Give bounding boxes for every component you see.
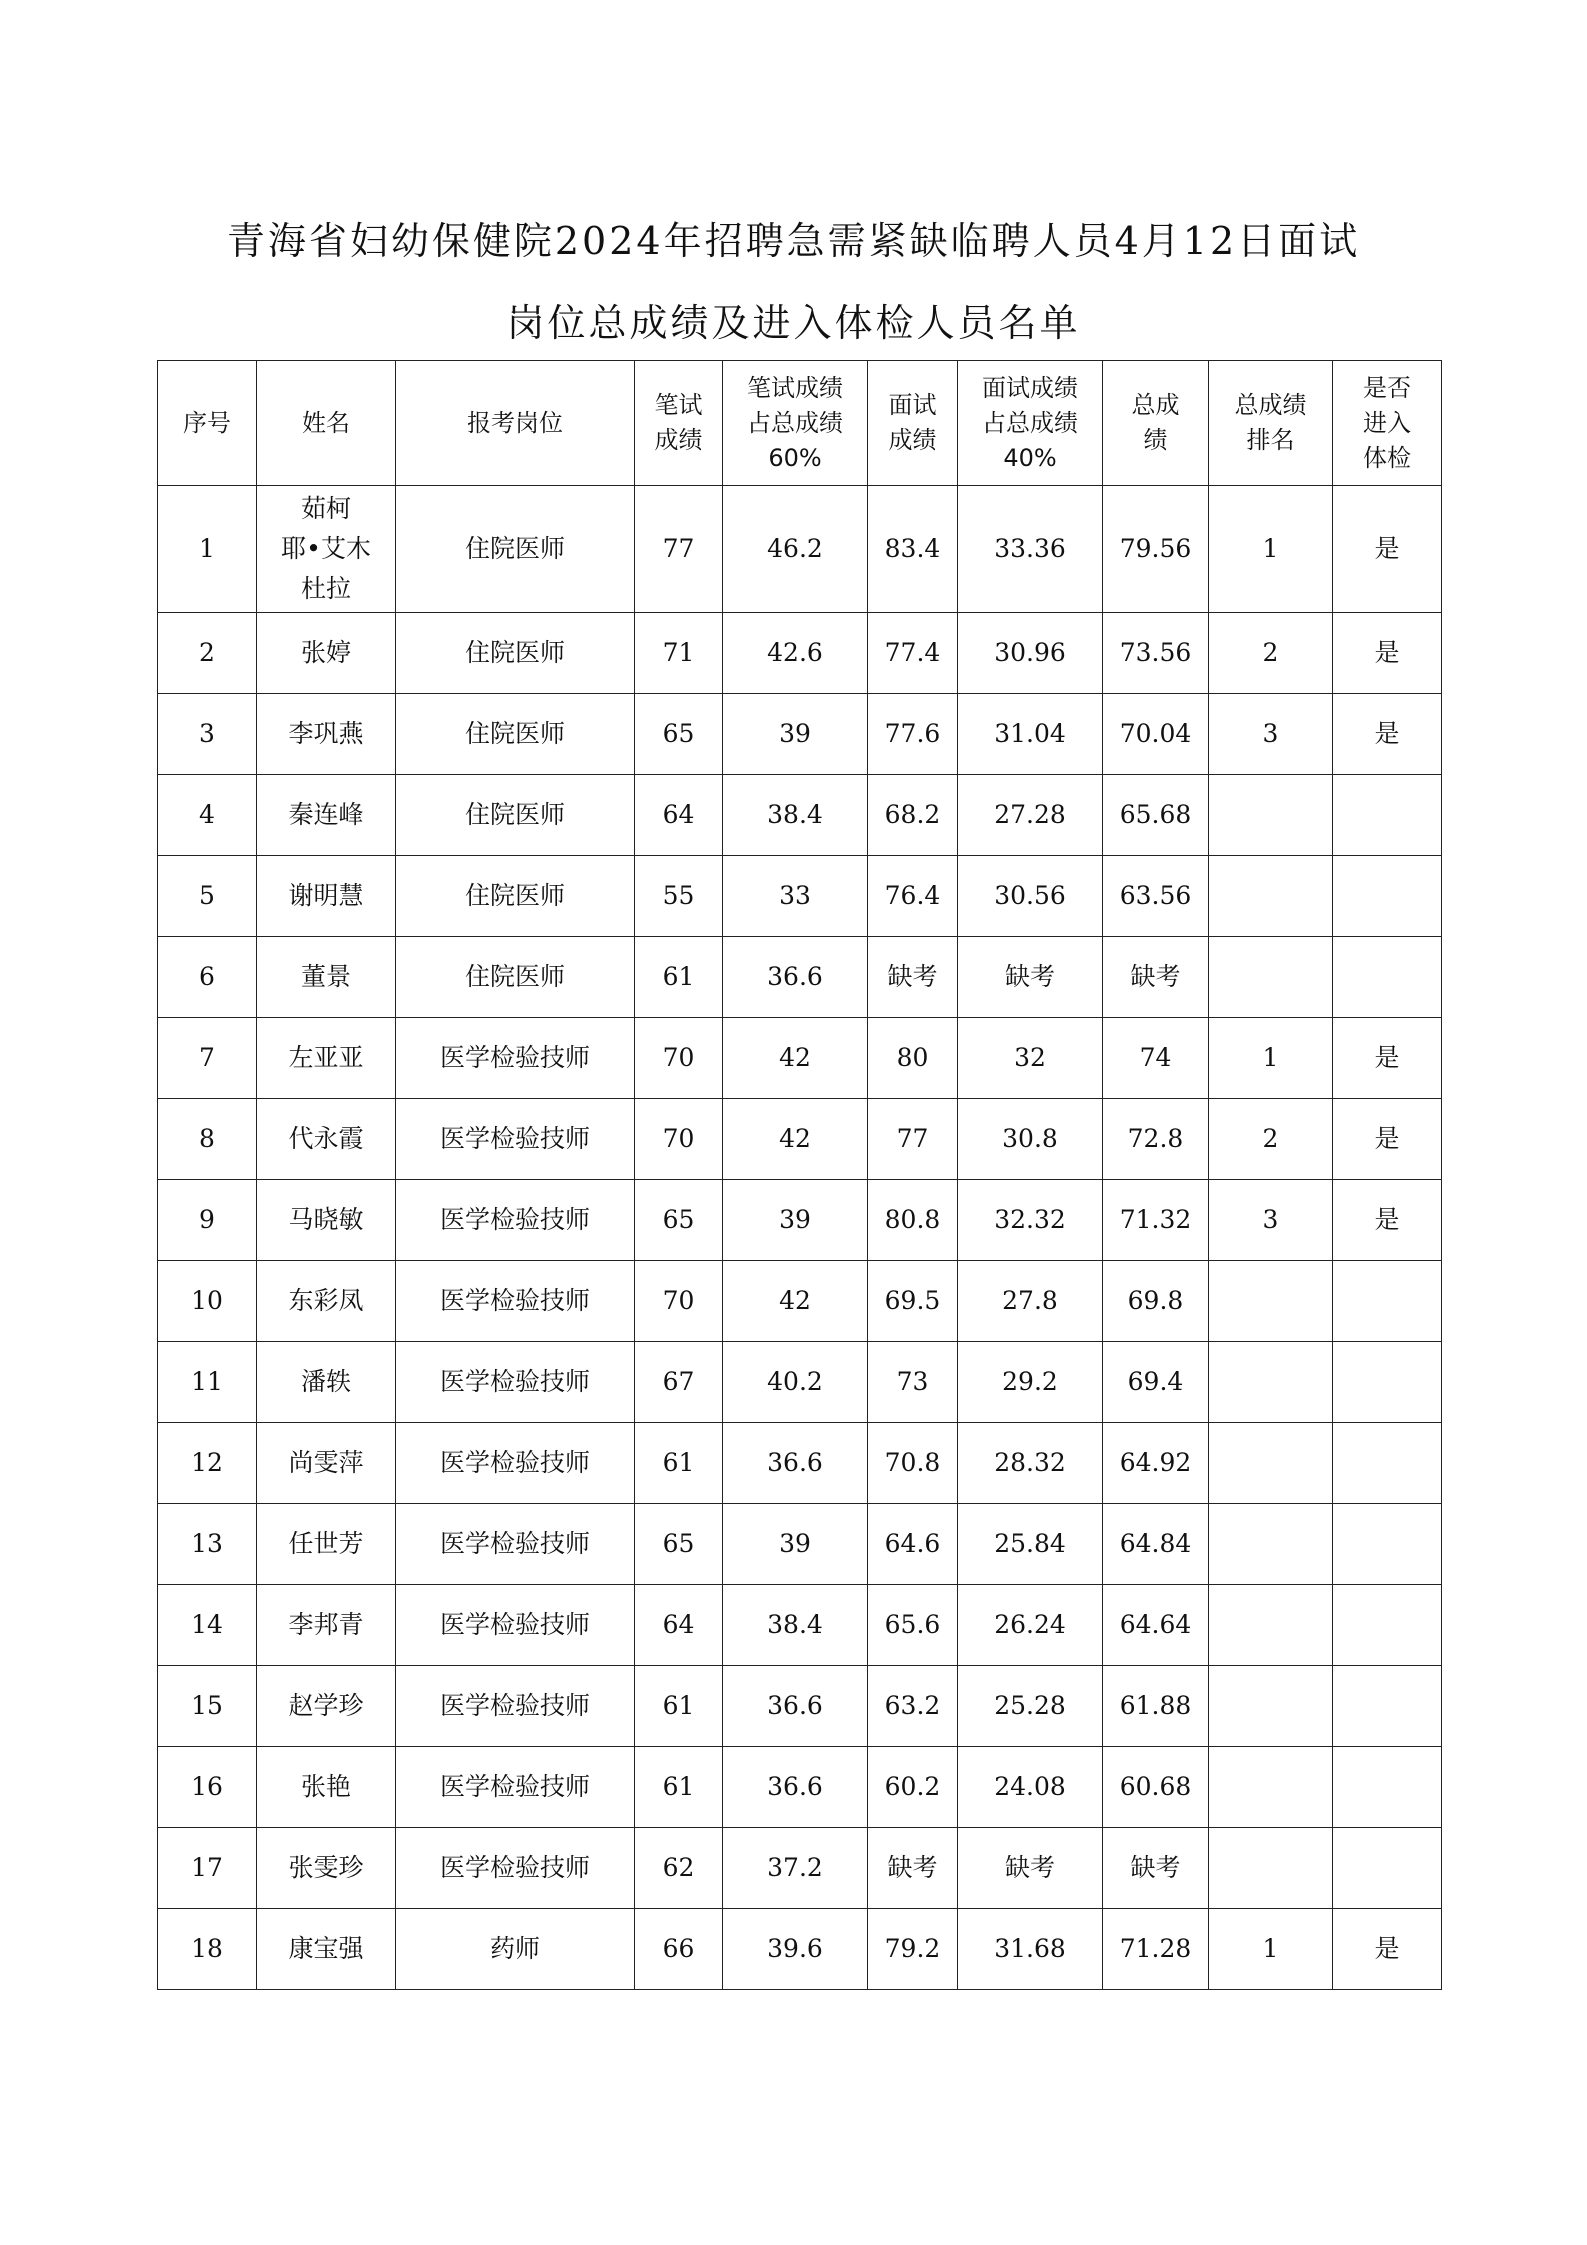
cell-post: 住院医师 (396, 613, 635, 694)
cell-written: 70 (635, 1099, 723, 1180)
cell-exam (1333, 1828, 1442, 1909)
cell-post: 医学检验技师 (396, 1261, 635, 1342)
cell-total: 72.8 (1103, 1099, 1209, 1180)
cell-interview-pct: 缺考 (958, 937, 1103, 1018)
cell-written: 65 (635, 694, 723, 775)
cell-name: 董景 (257, 937, 396, 1018)
cell-post: 医学检验技师 (396, 1423, 635, 1504)
cell-rank (1209, 856, 1333, 937)
cell-name: 康宝强 (257, 1909, 396, 1990)
table-row (158, 1504, 1442, 1585)
cell-no: 5 (158, 856, 257, 937)
cell-post: 医学检验技师 (396, 1099, 635, 1180)
cell-total: 63.56 (1103, 856, 1209, 937)
table-row (158, 1666, 1442, 1747)
cell-no: 11 (158, 1342, 257, 1423)
cell-exam (1333, 1342, 1442, 1423)
cell-total: 64.64 (1103, 1585, 1209, 1666)
cell-no: 9 (158, 1180, 257, 1261)
cell-name: 张艳 (257, 1747, 396, 1828)
table-row (158, 1423, 1442, 1504)
cell-exam: 是 (1333, 613, 1442, 694)
cell-post: 医学检验技师 (396, 1585, 635, 1666)
table-row (158, 775, 1442, 856)
cell-written: 62 (635, 1828, 723, 1909)
cell-interview-pct: 30.8 (958, 1099, 1103, 1180)
cell-written: 70 (635, 1261, 723, 1342)
cell-name: 左亚亚 (257, 1018, 396, 1099)
cell-name: 潘轶 (257, 1342, 396, 1423)
header-cell-written: 笔试 成绩 (635, 361, 723, 486)
table-row (158, 1585, 1442, 1666)
cell-written-pct: 42 (723, 1018, 868, 1099)
cell-written: 77 (635, 486, 723, 613)
cell-interview-pct: 26.24 (958, 1585, 1103, 1666)
results-table (157, 360, 1442, 1990)
cell-rank: 2 (1209, 613, 1333, 694)
cell-interview: 73 (868, 1342, 958, 1423)
cell-interview: 83.4 (868, 486, 958, 613)
cell-written-pct: 42 (723, 1261, 868, 1342)
cell-written-pct: 36.6 (723, 1666, 868, 1747)
cell-no: 16 (158, 1747, 257, 1828)
cell-interview-pct: 32 (958, 1018, 1103, 1099)
cell-written-pct: 36.6 (723, 937, 868, 1018)
header-cell-interview-pct: 面试成绩 占总成绩 40% (958, 361, 1103, 486)
cell-no: 18 (158, 1909, 257, 1990)
header-cell-rank: 总成绩 排名 (1209, 361, 1333, 486)
cell-post: 医学检验技师 (396, 1504, 635, 1585)
cell-exam (1333, 1666, 1442, 1747)
header-cell-no: 序号 (158, 361, 257, 486)
cell-no: 6 (158, 937, 257, 1018)
cell-rank (1209, 775, 1333, 856)
cell-interview: 64.6 (868, 1504, 958, 1585)
table-row (158, 937, 1442, 1018)
cell-post: 医学检验技师 (396, 1342, 635, 1423)
cell-interview: 80 (868, 1018, 958, 1099)
cell-rank: 3 (1209, 1180, 1333, 1261)
cell-interview: 70.8 (868, 1423, 958, 1504)
cell-written-pct: 40.2 (723, 1342, 868, 1423)
page-title-line-1: 青海省妇幼保健院2024年招聘急需紧缺临聘人员4月12日面试 (226, 219, 1361, 263)
cell-interview: 80.8 (868, 1180, 958, 1261)
cell-interview-pct: 31.68 (958, 1909, 1103, 1990)
cell-name: 任世芳 (257, 1504, 396, 1585)
cell-name: 茹柯 耶•艾木 杜拉 (257, 486, 396, 613)
cell-written: 66 (635, 1909, 723, 1990)
cell-rank: 3 (1209, 694, 1333, 775)
cell-rank (1209, 1585, 1333, 1666)
cell-name: 赵学珍 (257, 1666, 396, 1747)
cell-no: 2 (158, 613, 257, 694)
table-row (158, 1747, 1442, 1828)
cell-written: 71 (635, 613, 723, 694)
table-row (158, 1828, 1442, 1909)
cell-written: 67 (635, 1342, 723, 1423)
cell-interview-pct: 缺考 (958, 1828, 1103, 1909)
cell-written-pct: 36.6 (723, 1423, 868, 1504)
table-header-row (158, 361, 1442, 486)
cell-post: 住院医师 (396, 694, 635, 775)
cell-exam: 是 (1333, 1099, 1442, 1180)
cell-no: 15 (158, 1666, 257, 1747)
cell-interview: 缺考 (868, 1828, 958, 1909)
cell-total: 缺考 (1103, 1828, 1209, 1909)
cell-interview-pct: 28.32 (958, 1423, 1103, 1504)
table-row (158, 1018, 1442, 1099)
cell-exam: 是 (1333, 1180, 1442, 1261)
cell-interview: 69.5 (868, 1261, 958, 1342)
cell-written-pct: 39 (723, 694, 868, 775)
cell-post: 医学检验技师 (396, 1828, 635, 1909)
cell-total: 69.8 (1103, 1261, 1209, 1342)
cell-rank: 1 (1209, 1909, 1333, 1990)
cell-interview: 79.2 (868, 1909, 958, 1990)
cell-written: 64 (635, 775, 723, 856)
cell-interview: 77.6 (868, 694, 958, 775)
cell-exam (1333, 1261, 1442, 1342)
cell-rank (1209, 1666, 1333, 1747)
cell-no: 3 (158, 694, 257, 775)
cell-written-pct: 46.2 (723, 486, 868, 613)
cell-total: 缺考 (1103, 937, 1209, 1018)
cell-no: 12 (158, 1423, 257, 1504)
cell-no: 8 (158, 1099, 257, 1180)
cell-total: 61.88 (1103, 1666, 1209, 1747)
cell-name: 秦连峰 (257, 775, 396, 856)
cell-written: 64 (635, 1585, 723, 1666)
cell-interview-pct: 30.96 (958, 613, 1103, 694)
cell-written-pct: 42 (723, 1099, 868, 1180)
cell-rank (1209, 1261, 1333, 1342)
cell-written-pct: 39.6 (723, 1909, 868, 1990)
cell-interview: 77.4 (868, 613, 958, 694)
cell-no: 17 (158, 1828, 257, 1909)
cell-total: 64.92 (1103, 1423, 1209, 1504)
cell-written: 55 (635, 856, 723, 937)
cell-rank (1209, 1828, 1333, 1909)
cell-exam (1333, 937, 1442, 1018)
header-cell-post: 报考岗位 (396, 361, 635, 486)
cell-name: 尚雯萍 (257, 1423, 396, 1504)
cell-no: 14 (158, 1585, 257, 1666)
cell-written-pct: 38.4 (723, 1585, 868, 1666)
cell-written: 70 (635, 1018, 723, 1099)
cell-total: 73.56 (1103, 613, 1209, 694)
cell-interview: 68.2 (868, 775, 958, 856)
cell-interview-pct: 24.08 (958, 1747, 1103, 1828)
cell-no: 1 (158, 486, 257, 613)
cell-total: 71.32 (1103, 1180, 1209, 1261)
cell-interview-pct: 29.2 (958, 1342, 1103, 1423)
cell-written-pct: 37.2 (723, 1828, 868, 1909)
cell-written-pct: 39 (723, 1504, 868, 1585)
cell-rank (1209, 1342, 1333, 1423)
cell-total: 79.56 (1103, 486, 1209, 613)
cell-no: 4 (158, 775, 257, 856)
cell-post: 医学检验技师 (396, 1747, 635, 1828)
table-row (158, 1261, 1442, 1342)
cell-name: 代永霞 (257, 1099, 396, 1180)
cell-interview: 76.4 (868, 856, 958, 937)
cell-exam: 是 (1333, 694, 1442, 775)
table-row (158, 1909, 1442, 1990)
cell-total: 69.4 (1103, 1342, 1209, 1423)
cell-post: 医学检验技师 (396, 1666, 635, 1747)
cell-no: 7 (158, 1018, 257, 1099)
cell-rank (1209, 1747, 1333, 1828)
cell-interview: 77 (868, 1099, 958, 1180)
cell-interview-pct: 25.84 (958, 1504, 1103, 1585)
cell-interview-pct: 27.8 (958, 1261, 1103, 1342)
table-row (158, 694, 1442, 775)
cell-name: 张婷 (257, 613, 396, 694)
cell-name: 张雯珍 (257, 1828, 396, 1909)
cell-exam (1333, 1504, 1442, 1585)
cell-post: 住院医师 (396, 486, 635, 613)
table-row (158, 486, 1442, 613)
cell-rank: 1 (1209, 486, 1333, 613)
cell-interview: 63.2 (868, 1666, 958, 1747)
cell-total: 60.68 (1103, 1747, 1209, 1828)
cell-written-pct: 39 (723, 1180, 868, 1261)
cell-interview-pct: 30.56 (958, 856, 1103, 937)
cell-exam (1333, 775, 1442, 856)
cell-interview: 缺考 (868, 937, 958, 1018)
header-cell-written-pct: 笔试成绩 占总成绩 60% (723, 361, 868, 486)
cell-exam: 是 (1333, 486, 1442, 613)
cell-written-pct: 38.4 (723, 775, 868, 856)
table-row (158, 1342, 1442, 1423)
cell-total: 64.84 (1103, 1504, 1209, 1585)
cell-post: 住院医师 (396, 937, 635, 1018)
cell-name: 马晓敏 (257, 1180, 396, 1261)
cell-written: 61 (635, 1423, 723, 1504)
cell-written-pct: 42.6 (723, 613, 868, 694)
cell-post: 医学检验技师 (396, 1018, 635, 1099)
cell-no: 13 (158, 1504, 257, 1585)
cell-exam: 是 (1333, 1018, 1442, 1099)
cell-interview-pct: 31.04 (958, 694, 1103, 775)
cell-exam (1333, 1423, 1442, 1504)
cell-total: 71.28 (1103, 1909, 1209, 1990)
header-cell-exam: 是否 进入 体检 (1333, 361, 1442, 486)
cell-total: 70.04 (1103, 694, 1209, 775)
cell-exam (1333, 1747, 1442, 1828)
cell-total: 65.68 (1103, 775, 1209, 856)
cell-exam (1333, 1585, 1442, 1666)
cell-rank: 1 (1209, 1018, 1333, 1099)
cell-post: 医学检验技师 (396, 1180, 635, 1261)
cell-post: 住院医师 (396, 775, 635, 856)
header-cell-total: 总成 绩 (1103, 361, 1209, 486)
cell-written: 65 (635, 1180, 723, 1261)
cell-rank (1209, 1423, 1333, 1504)
table-row (158, 613, 1442, 694)
cell-written-pct: 33 (723, 856, 868, 937)
cell-name: 东彩凤 (257, 1261, 396, 1342)
cell-post: 药师 (396, 1909, 635, 1990)
cell-written: 61 (635, 1666, 723, 1747)
cell-name: 李邦青 (257, 1585, 396, 1666)
cell-interview-pct: 27.28 (958, 775, 1103, 856)
header-cell-interview: 面试 成绩 (868, 361, 958, 486)
table-body (158, 486, 1442, 1990)
cell-interview-pct: 25.28 (958, 1666, 1103, 1747)
cell-exam: 是 (1333, 1909, 1442, 1990)
cell-exam (1333, 856, 1442, 937)
table-row (158, 856, 1442, 937)
cell-interview-pct: 33.36 (958, 486, 1103, 613)
cell-interview-pct: 32.32 (958, 1180, 1103, 1261)
header-cell-name: 姓名 (257, 361, 396, 486)
cell-rank (1209, 937, 1333, 1018)
cell-written: 61 (635, 1747, 723, 1828)
cell-rank (1209, 1504, 1333, 1585)
cell-rank: 2 (1209, 1099, 1333, 1180)
page-title-line-2: 岗位总成绩及进入体检人员名单 (506, 301, 1081, 345)
cell-interview: 65.6 (868, 1585, 958, 1666)
cell-written: 61 (635, 937, 723, 1018)
table-row (158, 1099, 1442, 1180)
cell-name: 谢明慧 (257, 856, 396, 937)
cell-written-pct: 36.6 (723, 1747, 868, 1828)
cell-total: 74 (1103, 1018, 1209, 1099)
table-row (158, 1180, 1442, 1261)
cell-interview: 60.2 (868, 1747, 958, 1828)
cell-post: 住院医师 (396, 856, 635, 937)
cell-written: 65 (635, 1504, 723, 1585)
cell-no: 10 (158, 1261, 257, 1342)
cell-name: 李巩燕 (257, 694, 396, 775)
